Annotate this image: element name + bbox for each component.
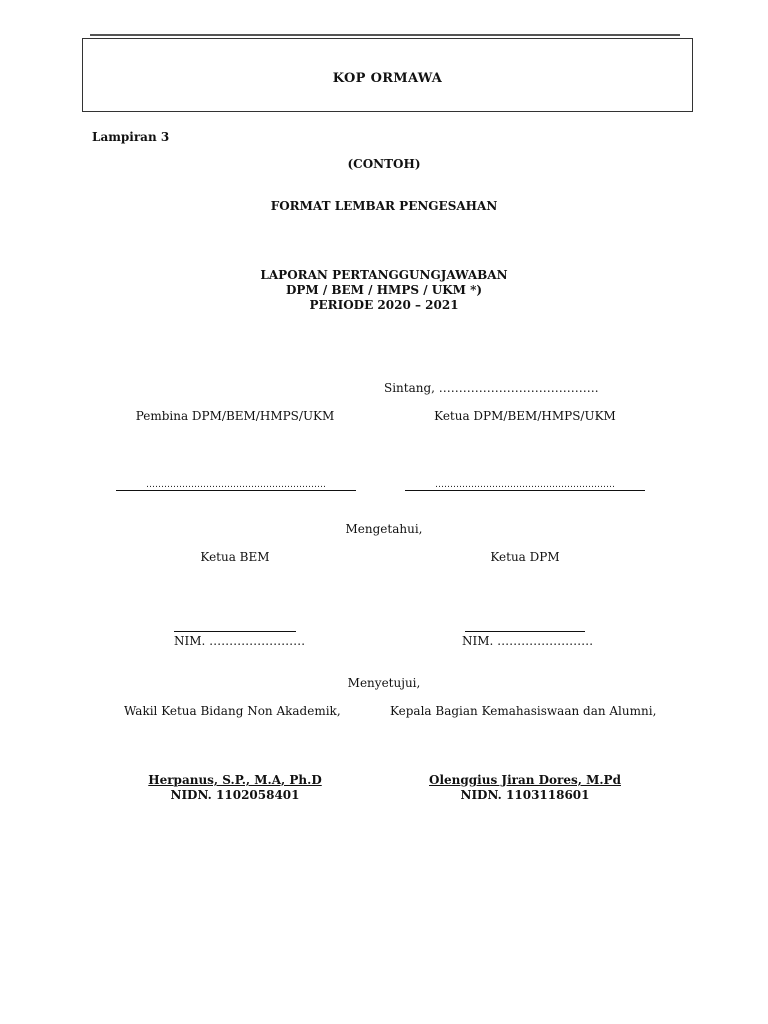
ketua-ormawa-signature-line: …………………………………………………… xyxy=(405,480,645,491)
kepala-bagian-title: Kepala Bagian Kemahasiswaan dan Alumni, xyxy=(390,704,657,718)
pembina-title: Pembina DPM/BEM/HMPS/UKM xyxy=(135,409,335,423)
kepala-bagian-name: Olenggius Jiran Dores, M.Pd xyxy=(429,773,621,787)
place-date: Sintang, …………………………………. xyxy=(384,381,599,395)
wakil-ketua-title: Wakil Ketua Bidang Non Akademik, xyxy=(124,704,341,718)
top-rule xyxy=(90,34,680,36)
ketua-bem-title: Ketua BEM xyxy=(200,550,270,564)
ketua-bem-signature-line xyxy=(174,631,296,632)
ketua-dpm-signature-line xyxy=(465,631,585,632)
wakil-ketua-nidn: NIDN. 1102058401 xyxy=(170,788,300,802)
contoh-label: (CONTOH) xyxy=(347,157,421,171)
report-title-line1: LAPORAN PERTANGGUNGJAWABAN xyxy=(260,268,508,282)
format-title: FORMAT LEMBAR PENGESAHAN xyxy=(270,199,498,213)
kop-header-box xyxy=(82,38,693,112)
ketua-dpm-title: Ketua DPM xyxy=(490,550,560,564)
ketua-bem-nim: NIM. …………………… xyxy=(174,634,306,648)
menyetujui-label: Menyetujui, xyxy=(347,676,421,690)
ketua-dpm-nim: NIM. …………………… xyxy=(462,634,594,648)
lampiran-label: Lampiran 3 xyxy=(92,130,170,144)
report-period: PERIODE 2020 – 2021 xyxy=(309,298,459,312)
pembina-signature-line: …………………………………………………… xyxy=(116,480,356,491)
kepala-bagian-nidn: NIDN. 1103118601 xyxy=(460,788,590,802)
ketua-ormawa-title: Ketua DPM/BEM/HMPS/UKM xyxy=(434,409,616,423)
mengetahui-label: Mengetahui, xyxy=(345,522,423,536)
report-title-line2: DPM / BEM / HMPS / UKM *) xyxy=(285,283,483,297)
kop-title: KOP ORMAWA xyxy=(332,71,443,86)
wakil-ketua-name: Herpanus, S.P., M.A, Ph.D xyxy=(148,773,322,787)
